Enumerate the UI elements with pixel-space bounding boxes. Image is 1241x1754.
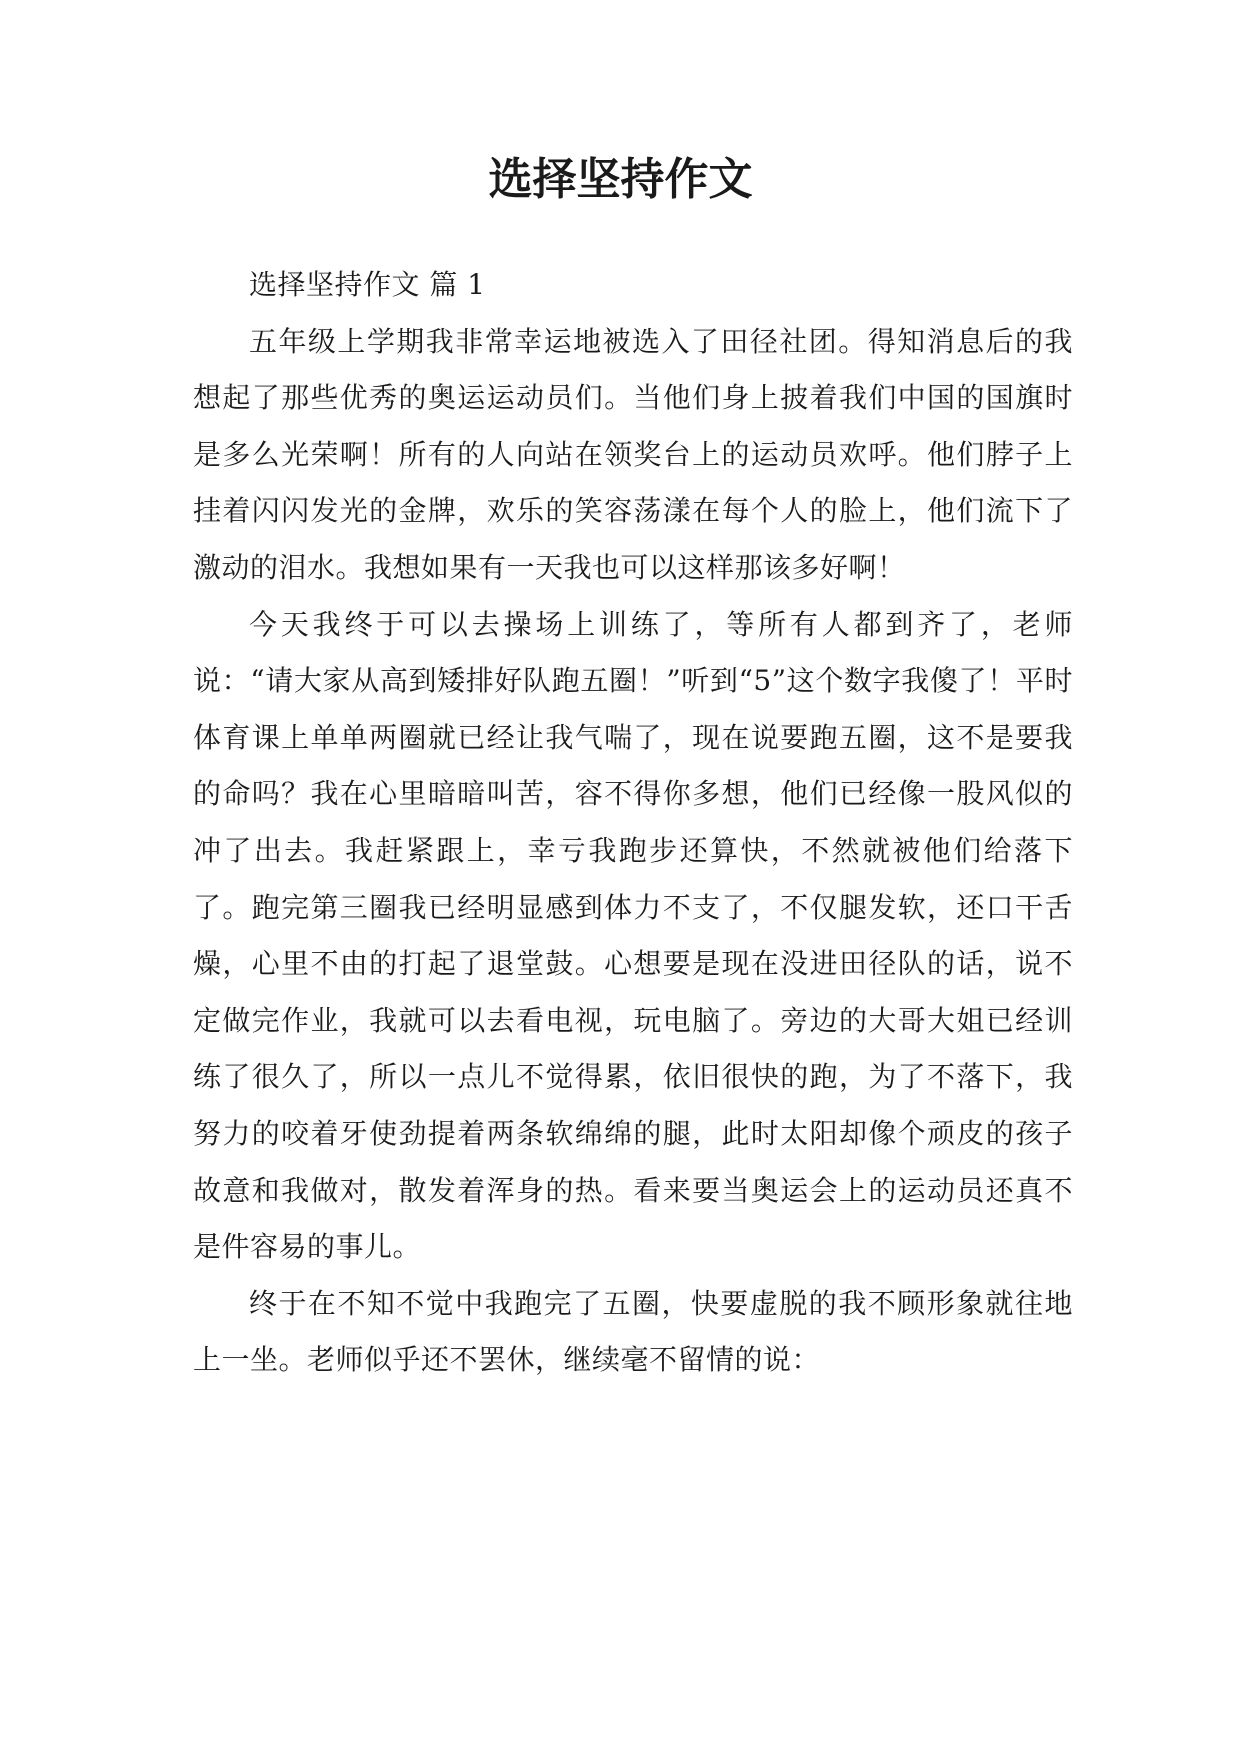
document-body (193, 257, 1073, 1389)
paragraph: 终于在不知不觉中我跑完了五圈，快要虚脱的我不顾形象就往地上一坐。老师似乎还不罢休，继续毫不留情的说： (193, 1286, 1073, 1377)
section-heading: 选择坚持作文 篇 1 (249, 268, 486, 301)
document-title: 选择坚持作文 (488, 154, 753, 205)
paragraph: 今天我终于可以去操场上训练了，等所有人都到齐了，老师说：“请大家从高到矮排好队跑五圈！”听到“5”这个数字我傻了！平时体育课上单单两圈就已经让我气喘了，现在说要跑五圈，这不是要我的命吗？我在心里暗暗叫苦，容不得你多想，他们已经像一股风似的冲了出去。我赶紧跟上，幸亏我跑步还算快，不然就被他们给落下了。跑完第三圈我已经明显感到体力不支了，不仅腿发软，还口干舌燥，心里不由的打起了退堂鼓。心想要是现在没进田径队的话，说不定做完作业，我就可以去看电视，玩电脑了。旁边的大哥大姐已经训练了很久了，所以一点儿不觉得累，依旧很快的跑，为了不落下，我努力的咬着牙使劲提着两条软绵绵的腿，此时太阳却像个顽皮的孩子故意和我做对，散发着浑身的热。看来要当奥运会上的运动员还真不是件容易的事儿。 (193, 607, 1073, 1264)
paragraph: 五年级上学期我非常幸运地被选入了田径社团。得知消息后的我想起了那些优秀的奥运运动员们。当他们身上披着我们中国的国旗时是多么光荣啊！所有的人向站在领奖台上的运动员欢呼。他们脖子上挂着闪闪发光的金牌，欢乐的笑容荡漾在每个人的脸上，他们流下了激动的泪水。我想如果有一天我也可以这样那该多好啊！ (193, 324, 1073, 584)
